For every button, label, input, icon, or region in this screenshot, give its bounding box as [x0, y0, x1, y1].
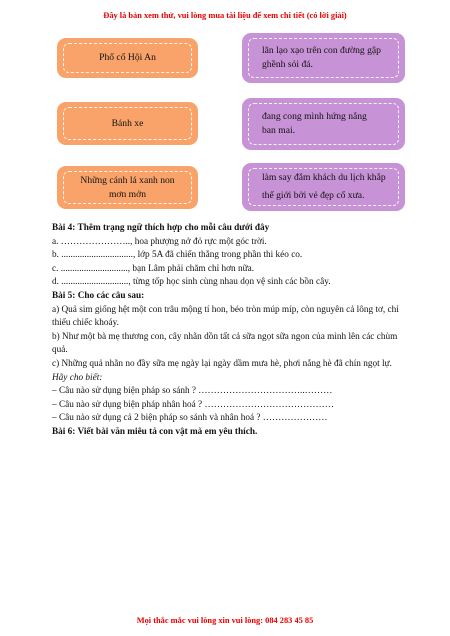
match-card-hoi-an	[57, 38, 198, 78]
match-card-canh-la	[57, 166, 198, 209]
bai4-line-c: c. ............................., bạn Lâm phải chăm chỉ hơn nữa.	[52, 263, 255, 274]
bai4-title: Bài 4: Thêm trạng ngữ thích hợp cho mỗi câu dưới đây	[52, 223, 270, 233]
bai5-sentence-b: b) Như một bà mẹ thương con, cây nhãn dồn tất cả sữa ngọt sữa ngon của mình lên các chùm quả.	[52, 331, 398, 356]
match-card-label: làm say đắm khách du lịch khắp thế giới bởi vẻ đẹp cổ xưa.	[262, 172, 386, 201]
bai5-sentence-c: c) Những quả nhãn no đầy sữa mẹ ngày lại ngày dầm mưa hè, phơi nắng hè đã chín ngọt lự.	[52, 358, 392, 369]
match-card-label: lăn lạo xạo trên con đường gập ghềnh sỏi đá.	[262, 45, 381, 70]
bai4-line-a: a. ………………….., hoa phượng nở đỏ rực một góc trời.	[52, 236, 267, 247]
match-card-label: Những cánh lá xanh non mơn mởn	[80, 174, 175, 200]
bai4-line-b: b. ..............................., lớp 5A đã chiến thắng trong phần thi kéo co.	[52, 250, 303, 261]
bai5-sentence-a: a) Quả sim giống hệt một con trâu mộng tí hon, béo tròn múp míp, còn nguyên cả lông tơ, chỉ thiếu chiếc khoáy.	[52, 304, 399, 329]
bai5-question-3: – Câu nào sử dụng cả 2 biện pháp so sánh và nhân hoá ? …………………	[52, 413, 328, 424]
bai6-title: Bài 6: Viết bài văn miêu tả con vật mà em yêu thích.	[52, 426, 258, 437]
exercise-text	[52, 222, 412, 440]
match-card-cong-minh	[242, 98, 405, 150]
match-card-say-dam	[242, 163, 405, 211]
bai5-question-1: – Câu nào sử dụng biện pháp so sánh ? ……………………………..………	[52, 386, 333, 397]
match-card-lan-lao-xao	[242, 33, 405, 83]
match-card-banh-xe	[57, 102, 198, 145]
match-card-label: Bánh xe	[111, 117, 144, 129]
header-notice: Đây là bản xem thử, vui lòng mua tài liệu để xem chi tiết (có lời giải)	[103, 11, 347, 20]
bai5-prompt: Hãy cho biết:	[52, 372, 103, 383]
bai4-line-d: d. ............................., từng tốp học sinh cùng nhau dọn vệ sinh các bồn cây.	[52, 277, 331, 288]
match-card-label: Phố cổ Hội An	[99, 52, 156, 63]
bai5-question-2: – Câu nào sử dụng biện pháp nhân hoá ? ……………………………………	[52, 399, 334, 410]
match-card-label: đang cong mình hứng nắng ban mai.	[262, 111, 367, 136]
footer-notice: Mọi thắc mắc vui lòng xin vui lòng: 084 283 45 85	[136, 616, 314, 625]
bai5-title: Bài 5: Cho các câu sau:	[52, 290, 145, 301]
